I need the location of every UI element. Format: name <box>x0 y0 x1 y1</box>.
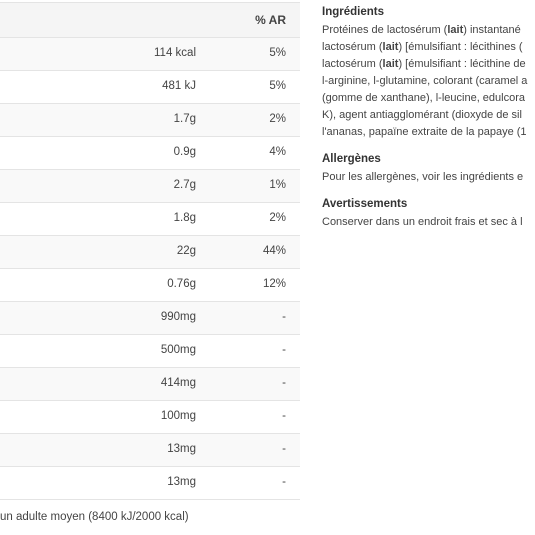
warnings-heading: Avertissements <box>322 198 408 210</box>
allergen-highlight: lait <box>382 41 399 53</box>
nutrient-amount: 500mg <box>160 344 196 356</box>
warnings-text: Conserver dans un endroit frais et sec à l <box>322 216 523 228</box>
nutrient-ar-percent: 5% <box>269 47 286 59</box>
table-row <box>0 368 300 401</box>
nutrient-ar-percent: - <box>282 344 286 356</box>
allergens-text: Pour les allergènes, voir les ingrédients e <box>322 171 524 183</box>
table-row <box>0 269 300 302</box>
nutrient-amount: 1.8g <box>173 212 196 224</box>
ingredients-line <box>322 56 535 73</box>
ingredients-line <box>322 107 535 124</box>
ingredient-text: l-arginine, l-glutamine, colorant (caramel a <box>322 75 528 87</box>
ingredient-text: ) instantané <box>463 24 521 36</box>
ingredients-line <box>322 39 535 56</box>
ingredients-text <box>322 22 535 141</box>
ingredients-line <box>322 124 535 141</box>
nutrient-ar-percent: - <box>282 311 286 323</box>
table-row <box>0 236 300 269</box>
nutrient-ar-percent: - <box>282 443 286 455</box>
ingredient-text: lactosérum ( <box>322 41 383 53</box>
nutrient-amount: 414mg <box>160 377 196 389</box>
nutrient-amount: 100mg <box>160 410 196 422</box>
allergen-highlight: lait <box>382 58 399 70</box>
table-row <box>0 170 300 203</box>
nutrient-amount: 1.7g <box>173 113 196 125</box>
nutrient-ar-percent: 12% <box>262 278 286 290</box>
nutrient-ar-percent: 2% <box>269 212 286 224</box>
nutrient-ar-percent: 2% <box>269 113 286 125</box>
product-info-panel <box>322 4 535 241</box>
nutrient-ar-percent: - <box>282 476 286 488</box>
nutrient-amount: 0.76g <box>167 278 196 290</box>
nutrient-amount: 0.9g <box>173 146 196 158</box>
nutrient-amount: 22g <box>176 245 196 257</box>
nutrient-ar-percent: 5% <box>269 80 286 92</box>
nutrient-ar-percent: 44% <box>262 245 286 257</box>
table-row <box>0 104 300 137</box>
ingredient-text: lactosérum ( <box>322 58 383 70</box>
ingredients-line <box>322 22 535 39</box>
ingredient-text: ) [émulsifiant : lécithines ( <box>398 41 523 53</box>
nutrient-amount: 13mg <box>167 443 196 455</box>
table-row <box>0 434 300 467</box>
ingredient-text: ) [émulsifiant : lécithine de <box>398 58 526 70</box>
allergens-heading: Allergènes <box>322 153 381 165</box>
nutrient-amount: 481 kJ <box>162 80 196 92</box>
table-body <box>0 38 300 500</box>
table-header <box>0 3 300 38</box>
table-row <box>0 467 300 500</box>
ingredient-text: (gomme de xanthane), l-leucine, edulcora <box>322 92 526 104</box>
nutrient-ar-percent: 1% <box>269 179 286 191</box>
table-row <box>0 137 300 170</box>
ingredients-heading: Ingrédients <box>322 6 384 18</box>
ar-column-header: % AR <box>255 13 286 27</box>
table-row <box>0 401 300 434</box>
ingredient-text: Protéines de lactosérum ( <box>322 24 448 36</box>
ingredients-line <box>322 73 535 90</box>
nutrient-amount: 13mg <box>167 476 196 488</box>
nutrient-amount: 990mg <box>160 311 196 323</box>
table-row <box>0 38 300 71</box>
ingredients-line <box>322 90 535 107</box>
table-row <box>0 71 300 104</box>
nutrient-ar-percent: - <box>282 377 286 389</box>
table-row <box>0 203 300 236</box>
nutrient-amount: 2.7g <box>173 179 196 191</box>
table-row <box>0 302 300 335</box>
nutrient-amount: 114 kcal <box>154 47 196 59</box>
nutrient-ar-percent: 4% <box>269 146 286 158</box>
nutrient-ar-percent: - <box>282 410 286 422</box>
table-row <box>0 335 300 368</box>
ingredient-text: K), agent antiagglomérant (dioxyde de sil <box>322 109 522 121</box>
table-footnote: un adulte moyen (8400 kJ/2000 kcal) <box>0 511 189 523</box>
allergen-highlight: lait <box>447 24 464 36</box>
ingredient-text: l'ananas, papaïne extraite de la papaye (1 <box>322 126 527 138</box>
nutrition-table <box>0 2 300 500</box>
